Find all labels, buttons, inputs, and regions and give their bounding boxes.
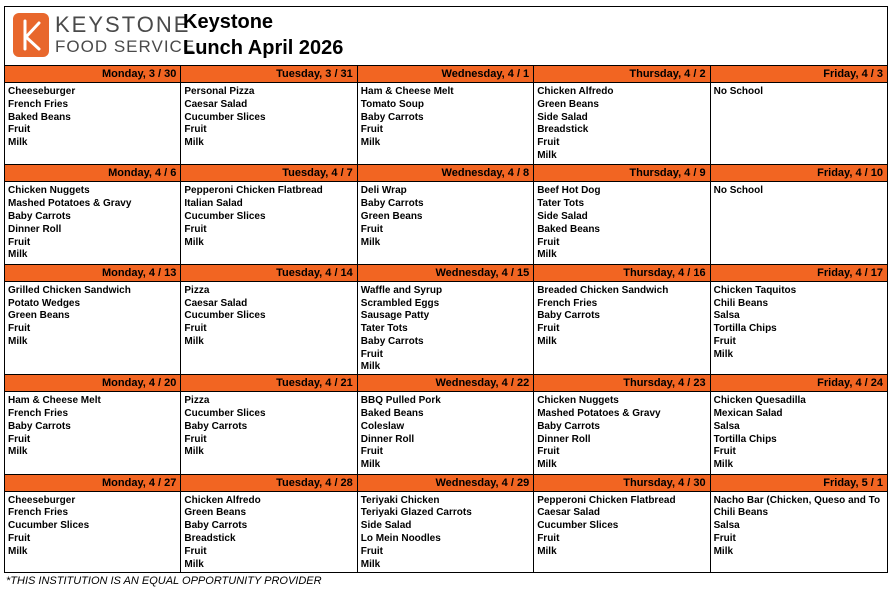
- day-cell: [711, 65, 887, 164]
- menu-item: Green Beans: [537, 98, 599, 110]
- menu-item: Milk: [8, 545, 28, 557]
- menu-item: Milk: [537, 459, 557, 471]
- menu-item: Baby Carrots: [8, 210, 71, 222]
- day-header: Wednesday, 4 / 15: [358, 265, 533, 282]
- menu-item: Breaded Chicken Sandwich: [537, 284, 669, 296]
- day-header: Thursday, 4 / 16: [534, 265, 709, 282]
- menu-items: [5, 392, 180, 459]
- day-header: Tuesday, 4 / 28: [181, 475, 356, 492]
- day-cell: [534, 374, 710, 473]
- menu-item: Cheeseburger: [8, 86, 76, 97]
- menu-item: Green Beans: [8, 310, 70, 322]
- menu-item: Milk: [360, 459, 381, 471]
- day-cell: [358, 65, 534, 164]
- menu-item: Milk: [360, 236, 381, 248]
- menu-item: Baked Beans: [360, 408, 424, 420]
- menu-item: Fruit: [360, 124, 384, 136]
- day-header: Wednesday, 4 / 22: [358, 375, 533, 392]
- day-cell: [711, 474, 887, 573]
- menu-items: [181, 83, 356, 150]
- menu-item: Fruit: [184, 545, 207, 557]
- menu-item: Teriyaki Glazed Carrots: [360, 507, 472, 519]
- day-header: Tuesday, 4 / 7: [181, 165, 356, 182]
- menu-items: [181, 282, 356, 349]
- menu-item: Milk: [360, 361, 381, 373]
- menu-item: Tater Tots: [360, 323, 408, 335]
- day-header: Wednesday, 4 / 29: [358, 475, 533, 492]
- menu-item: Milk: [360, 558, 381, 570]
- menu-item: French Fries: [8, 98, 69, 110]
- menu-item: Mashed Potatoes & Gravy: [8, 198, 132, 210]
- menu-item: Fruit: [537, 236, 560, 248]
- day-header: Monday, 4 / 13: [5, 265, 180, 282]
- menu-item: Fruit: [360, 545, 384, 557]
- menu-item: Ham & Cheese Melt: [360, 86, 454, 97]
- menu-items: [711, 182, 887, 198]
- menu-item: Baby Carrots: [537, 420, 600, 432]
- day-header: Friday, 4 / 10: [711, 165, 887, 182]
- menu-item: Milk: [184, 558, 204, 570]
- menu-item: Waffle and Syrup: [360, 284, 443, 296]
- menu-item: Milk: [537, 249, 557, 261]
- day-header: Friday, 4 / 3: [711, 66, 887, 83]
- menu-item: Teriyaki Chicken: [360, 494, 440, 506]
- logo-text-keystone: KEYSTONE: [55, 12, 191, 37]
- menu-item: Fruit: [713, 533, 736, 545]
- menu-item: French Fries: [537, 297, 598, 309]
- menu-item: Grilled Chicken Sandwich: [8, 284, 131, 296]
- menu-item: Milk: [537, 335, 557, 347]
- menu-item: Milk: [713, 459, 734, 471]
- menu-item: Side Salad: [537, 210, 588, 222]
- day-cell: [181, 264, 357, 375]
- menu-item: Milk: [8, 137, 28, 149]
- day-cell: [711, 374, 887, 473]
- menu-item: Milk: [713, 348, 734, 360]
- keystone-logo: [13, 12, 196, 61]
- menu-item: Sausage Patty: [360, 310, 430, 322]
- menu-item: Milk: [537, 545, 557, 557]
- day-cell: [534, 474, 710, 573]
- day-header: Wednesday, 4 / 1: [358, 66, 533, 83]
- menu-item: Milk: [184, 236, 204, 248]
- menu-items: [711, 492, 887, 559]
- menu-items: [534, 182, 709, 262]
- menu-item: Milk: [184, 446, 204, 458]
- menu-item: Fruit: [184, 323, 207, 335]
- menu-item: Caesar Salad: [537, 507, 601, 519]
- menu-item: Side Salad: [537, 111, 588, 123]
- menu-item: Milk: [8, 446, 28, 458]
- day-cell: [181, 65, 357, 164]
- menu-item: Dinner Roll: [8, 223, 62, 235]
- menu-item: BBQ Pulled Pork: [360, 395, 441, 407]
- day-header: Friday, 5 / 1: [711, 475, 887, 492]
- menu-item: Fruit: [184, 433, 207, 445]
- menu-item: Deli Wrap: [360, 185, 407, 197]
- menu-item: Fruit: [537, 137, 560, 149]
- menu-item: Tomato Soup: [360, 98, 424, 110]
- logo-text-food-service: FOOD SERVICE: [55, 37, 196, 56]
- menu-item: Fruit: [184, 223, 207, 235]
- menu-item: French Fries: [8, 408, 69, 420]
- menu-items: [711, 392, 887, 472]
- menu-items: [181, 182, 356, 249]
- menu-items: [5, 182, 180, 262]
- day-cell: [181, 164, 357, 263]
- menu-item: Lo Mein Noodles: [360, 533, 441, 545]
- day-header: Friday, 4 / 24: [711, 375, 887, 392]
- menu-item: Chicken Taquitos: [713, 284, 797, 296]
- day-header: Tuesday, 4 / 14: [181, 265, 356, 282]
- day-header: Wednesday, 4 / 8: [358, 165, 533, 182]
- menu-items: [358, 182, 533, 249]
- menu-item: Baby Carrots: [537, 310, 600, 322]
- menu-item: Scrambled Eggs: [360, 297, 440, 309]
- menu-item: Fruit: [8, 124, 31, 136]
- menu-item: Chicken Nuggets: [8, 185, 90, 197]
- menu-item: Pizza: [184, 395, 210, 407]
- menu-item: Chili Beans: [713, 297, 769, 309]
- menu-item: Breadstick: [537, 124, 589, 136]
- menu-item: Mashed Potatoes & Gravy: [537, 408, 661, 420]
- menu-item: Chicken Nuggets: [537, 395, 619, 407]
- menu-item: Baby Carrots: [360, 335, 424, 347]
- keystone-k-logo-icon: [13, 13, 49, 57]
- menu-item: Milk: [184, 335, 204, 347]
- menu-item: Green Beans: [184, 507, 247, 519]
- menu-item: Pizza: [184, 284, 210, 296]
- day-header: Monday, 4 / 27: [5, 475, 180, 492]
- menu-item: Milk: [713, 545, 734, 557]
- menu-item: Milk: [8, 335, 28, 347]
- day-cell: [5, 264, 181, 375]
- menu-item: Side Salad: [360, 520, 412, 532]
- menu-item: Fruit: [360, 348, 384, 360]
- menu-items: [358, 83, 533, 150]
- menu-item: Baby Carrots: [8, 420, 71, 432]
- menu-items: [358, 392, 533, 472]
- menu-item: Tortilla Chips: [713, 433, 777, 445]
- day-cell: [358, 374, 534, 473]
- calendar-grid: [5, 65, 887, 573]
- menu-item: Nacho Bar (Chicken, Queso and To: [713, 494, 881, 506]
- day-header: Thursday, 4 / 2: [534, 66, 709, 83]
- menu-item: Chicken Alfredo: [184, 494, 261, 506]
- day-header: Thursday, 4 / 23: [534, 375, 709, 392]
- day-cell: [534, 65, 710, 164]
- day-cell: [711, 264, 887, 375]
- menu-item: Caesar Salad: [184, 297, 248, 309]
- menu-item: Italian Salad: [184, 198, 243, 210]
- day-header: Thursday, 4 / 9: [534, 165, 709, 182]
- menu-item: Personal Pizza: [184, 86, 255, 97]
- day-cell: [711, 164, 887, 263]
- menu-item: Salsa: [713, 420, 740, 432]
- page-title: Keystone: [183, 11, 274, 33]
- day-cell: [5, 164, 181, 263]
- menu-item: Salsa: [713, 310, 740, 322]
- menu-item: Chili Beans: [713, 507, 769, 519]
- menu-item: Fruit: [8, 236, 31, 248]
- menu-item: Chicken Alfredo: [537, 86, 614, 97]
- menu-item: Baby Carrots: [184, 420, 248, 432]
- menu-item: Pepperoni Chicken Flatbread: [537, 494, 676, 506]
- day-header: Monday, 4 / 6: [5, 165, 180, 182]
- day-cell: [534, 164, 710, 263]
- menu-item: Milk: [360, 137, 381, 149]
- menu-item: Breadstick: [184, 533, 236, 545]
- menu-item: Fruit: [537, 533, 560, 545]
- menu-item: Chicken Quesadilla: [713, 395, 806, 407]
- menu-item: Dinner Roll: [360, 433, 415, 445]
- menu-item: Fruit: [360, 223, 384, 235]
- menu-item: Cucumber Slices: [537, 520, 619, 532]
- page-subtitle: Lunch April 2026: [183, 37, 344, 59]
- menu-items: [5, 83, 180, 150]
- menu-item: Beef Hot Dog: [537, 185, 601, 197]
- menu-item: Fruit: [537, 446, 560, 458]
- day-cell: [358, 264, 534, 375]
- menu-item: Fruit: [8, 533, 31, 545]
- menu-page: [4, 6, 888, 573]
- menu-items: [181, 492, 356, 572]
- day-cell: [534, 264, 710, 375]
- menu-item: Cheeseburger: [8, 494, 76, 506]
- page-header: [5, 7, 887, 65]
- day-header: Monday, 4 / 20: [5, 375, 180, 392]
- menu-items: [5, 282, 180, 349]
- day-cell: [358, 164, 534, 263]
- menu-item: Cucumber Slices: [184, 210, 266, 222]
- menu-item: Cucumber Slices: [184, 111, 266, 123]
- menu-item: Pepperoni Chicken Flatbread: [184, 185, 323, 197]
- menu-items: [534, 392, 709, 472]
- menu-item: Cucumber Slices: [8, 520, 90, 532]
- day-cell: [181, 374, 357, 473]
- menu-item: Milk: [537, 149, 557, 161]
- day-header: Friday, 4 / 17: [711, 265, 887, 282]
- menu-item: No School: [713, 185, 764, 197]
- menu-items: [711, 282, 887, 362]
- menu-item: Baked Beans: [8, 111, 71, 123]
- menu-items: [5, 492, 180, 559]
- menu-item: Cucumber Slices: [184, 310, 266, 322]
- menu-item: Fruit: [713, 335, 736, 347]
- menu-item: Baked Beans: [537, 223, 600, 235]
- menu-item: Mexican Salad: [713, 408, 783, 420]
- menu-item: Green Beans: [360, 210, 423, 222]
- menu-item: Fruit: [8, 323, 31, 335]
- menu-items: [534, 83, 709, 163]
- day-cell: [181, 474, 357, 573]
- menu-item: Baby Carrots: [360, 198, 424, 210]
- day-header: Tuesday, 4 / 21: [181, 375, 356, 392]
- menu-item: Milk: [8, 249, 28, 261]
- menu-item: Cucumber Slices: [184, 408, 266, 420]
- menu-item: Tortilla Chips: [713, 323, 777, 335]
- menu-item: Potato Wedges: [8, 297, 81, 309]
- menu-item: Fruit: [537, 323, 560, 335]
- menu-item: No School: [713, 86, 764, 97]
- menu-items: [534, 282, 709, 349]
- day-header: Thursday, 4 / 30: [534, 475, 709, 492]
- menu-item: Fruit: [184, 124, 207, 136]
- menu-items: [181, 392, 356, 459]
- menu-item: Baby Carrots: [184, 520, 248, 532]
- day-cell: [358, 474, 534, 573]
- menu-item: Salsa: [713, 520, 740, 532]
- day-cell: [5, 474, 181, 573]
- menu-item: Ham & Cheese Melt: [8, 395, 101, 407]
- menu-items: [358, 492, 533, 572]
- menu-item: Fruit: [713, 446, 736, 458]
- menu-item: Tater Tots: [537, 198, 585, 210]
- menu-item: Milk: [184, 137, 204, 149]
- menu-items: [534, 492, 709, 559]
- menu-item: Coleslaw: [360, 420, 405, 432]
- menu-item: Fruit: [360, 446, 384, 458]
- menu-item: Fruit: [8, 433, 31, 445]
- day-header: Monday, 3 / 30: [5, 66, 180, 83]
- day-cell: [5, 374, 181, 473]
- menu-item: Caesar Salad: [184, 98, 248, 110]
- menu-items: [358, 282, 533, 375]
- menu-items: [711, 83, 887, 99]
- footer-note: *THIS INSTITUTION IS AN EQUAL OPPORTUNITY PROVIDER: [6, 575, 322, 587]
- menu-item: French Fries: [8, 507, 69, 519]
- menu-item: Baby Carrots: [360, 111, 424, 123]
- day-cell: [5, 65, 181, 164]
- menu-item: Dinner Roll: [537, 433, 591, 445]
- day-header: Tuesday, 3 / 31: [181, 66, 356, 83]
